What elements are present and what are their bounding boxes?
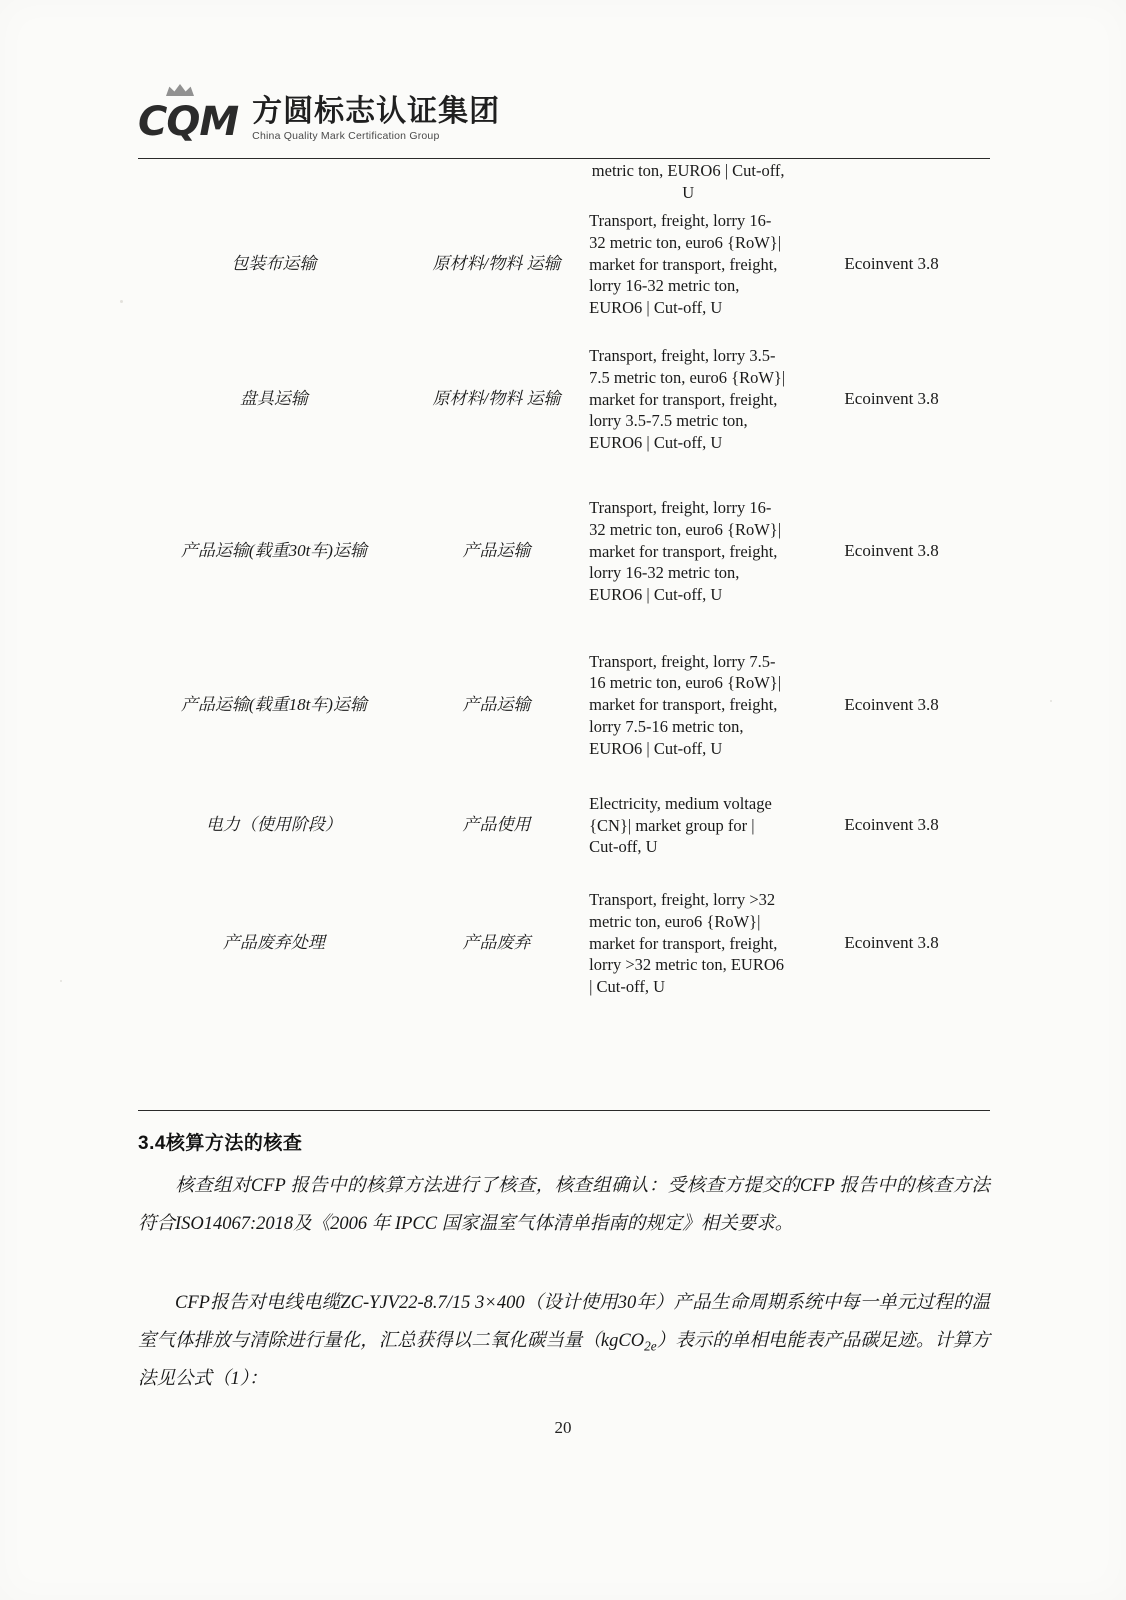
cell-source: Ecoinvent 3.8	[844, 254, 939, 274]
cell-stage: 产品使用	[462, 815, 531, 835]
table-row	[138, 869, 990, 1019]
cell-dataset: Transport, freight, lorry 16-32 metric ton, euro6 {RoW}| market for transport, freight, lorry 16-32 metric ton, EURO6 | Cut-off, U	[589, 211, 782, 318]
table-row	[138, 783, 990, 869]
cell-dataset: metric ton, EURO6 | Cut-off, U	[591, 161, 785, 202]
logo-name-zh: 方圆标志认证集团	[252, 95, 501, 128]
cell-stage: 产品运输	[462, 694, 531, 714]
subscript-2e: 2e	[644, 1338, 657, 1354]
table-row	[138, 206, 990, 324]
cell-source: Ecoinvent 3.8	[844, 933, 939, 953]
table-row-continued	[138, 160, 990, 206]
paragraph-cfp-quantification	[138, 1285, 990, 1399]
cell-dataset: Transport, freight, lorry 16-32 metric ton, euro6 {RoW}| market for transport, freight, lorry 16-32 metric ton, EURO6 | Cut-off, U	[589, 498, 782, 605]
cell-stage: 原材料/物料 运输	[432, 389, 561, 409]
cell-dataset: Transport, freight, lorry 7.5-16 metric ton, euro6 {RoW}| market for transport, freight, lorry 7.5-16 metric ton, EURO6 | Cut-off, U	[589, 651, 782, 758]
cell-source: Ecoinvent 3.8	[844, 815, 939, 835]
cell-name: 盘具运输	[239, 389, 308, 409]
table-row	[138, 476, 990, 628]
scan-speck	[120, 300, 123, 303]
scan-speck	[1050, 700, 1052, 702]
cell-name: 电力（使用阶段）	[205, 815, 342, 835]
scan-speck	[60, 980, 62, 982]
dataset-table	[138, 160, 990, 1019]
logo-mark: CQM	[138, 98, 239, 145]
page-number: 20	[554, 1418, 572, 1437]
cell-name: 产品废弃处理	[222, 933, 325, 953]
logo-name-en: China Quality Mark Certification Group	[252, 129, 440, 142]
cell-source: Ecoinvent 3.8	[844, 541, 939, 561]
paragraph-verification-method	[138, 1168, 990, 1244]
cell-source: Ecoinvent 3.8	[844, 389, 939, 409]
paragraph-text-part1: CFP报告对电线电缆ZC-YJV22-8.7/15 3×400（设计使用30年）产品生命周期系统中每一单元过程的温室气体排放与清除进行量化，汇总获得以二氧化碳当量（kgCO	[138, 1293, 990, 1351]
cell-name	[138, 160, 410, 206]
cell-stage: 产品废弃	[462, 933, 531, 953]
cell-stage	[410, 160, 583, 206]
cell-stage: 原材料/物料 运输	[432, 254, 561, 274]
cell-name: 包装布运输	[231, 254, 317, 274]
table-row	[138, 628, 990, 783]
cell-name: 产品运输(载重18t车)运输	[180, 694, 367, 714]
cell-dataset: Electricity, medium voltage {CN}| market group for | Cut-off, U	[589, 793, 772, 857]
company-logo	[138, 95, 998, 145]
section-heading: 3.4核算方法的核查	[138, 1133, 303, 1154]
page-header	[138, 96, 998, 156]
cell-source: Ecoinvent 3.8	[844, 694, 939, 714]
cell-dataset: Transport, freight, lorry 3.5-7.5 metric ton, euro6 {RoW}| market for transport, freight, lorry 3.5-7.5 metric ton, EURO6 | Cut-off, U	[589, 346, 786, 453]
table-bottom-rule	[138, 1110, 990, 1111]
paragraph-text-part2: ）表示的单相电能表产品碳足迹。计算方法见公式（1）：	[138, 1330, 990, 1389]
cell-name: 产品运输(载重30t车)运输	[180, 541, 367, 561]
table-top-rule	[138, 158, 990, 159]
cell-stage: 产品运输	[462, 541, 531, 561]
table-row	[138, 324, 990, 476]
cell-dataset: Transport, freight, lorry >32 metric ton, euro6 {RoW}| market for transport, freight, lorry >32 metric ton, EURO6 | Cut-off, U	[589, 890, 785, 997]
cell-source	[793, 160, 990, 206]
paragraph-text: 核查组对CFP 报告中的核算方法进行了核查，核查组确认：受核查方提交的CFP 报告中的核查方法符合ISO14067:2018及《2006 年 IPCC 国家温室气体清单指南的规定》相关要求。	[138, 1176, 990, 1234]
